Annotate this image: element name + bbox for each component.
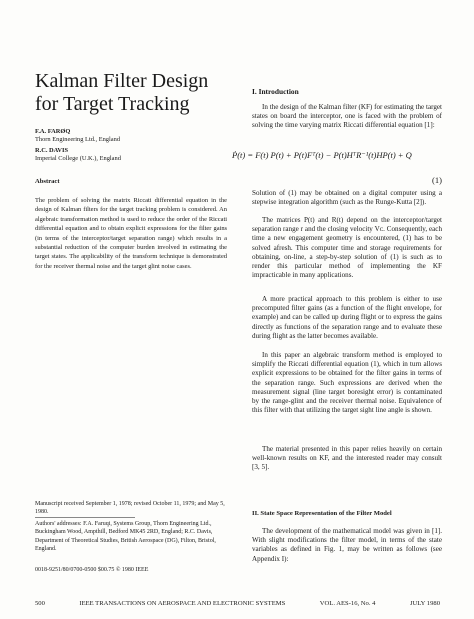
title-line-2: for Target Tracking: [35, 93, 190, 115]
section-1-paragraph-3: The matrices P(t) and R(t) depend on the interceptor/target separation range r and the closing velocity Vᴄ. Consequently, each time a new engagement geometry is encountered, (1) has to be solved afresh. This computer time and storage requirements for obtaining, on-line, a step-by-step solution of (1) is such as to render this particular method of implementing the KF impracticable in many applications.: [252, 216, 442, 280]
riccati-equation: Ṗ(t) = F(t) P(t) + P(t)Fᵀ(t) − P(t)HᵀR⁻¹(t)HP(t) + Q: [232, 150, 412, 160]
paper-title: [35, 70, 225, 116]
section-1-paragraph-6: The material presented in this paper relies heavily on certain well-known results on KF, and the interested reader may consult [3, 5].: [252, 445, 442, 472]
abstract-text: The problem of solving the matrix Riccati differential equation in the design of Kalman filters for the target tracking problem is considered. An algebraic transformation method is used to reduce the order of the Riccati differential equation and to obtain explicit expressions for the filter gains (in terms of the interceptor/target separation range) which results in a substantial reduction of the computer burden involved in estimating the target states. The applicability of the transform technique is demonstrated for the receiver thermal noise and the target glint noise cases.: [35, 197, 227, 270]
section-2-paragraph-1: The development of the mathematical model was given in [1]. With slight modifications the filter model, in terms of the state variables as defined in Fig. 1, may be written as follows (see Appendix I):: [252, 527, 442, 563]
section-1-paragraph-4: A more practical approach to this problem is either to use precomputed filter gains (as a function of the flight envelope, for example) and can be called up during flight or to express the gains directly as functions of the separation range and to evaluate these during flight as the latter becomes available.: [252, 295, 442, 340]
author-name-2: R.C. DAVIS: [35, 147, 69, 154]
title-line-1: Kalman Filter Design: [35, 70, 209, 92]
copyright-note: 0018-9251/80/0700-0500 $00.75 © 1980 IEEE: [35, 567, 149, 573]
manuscript-note: Manuscript received September 1, 1978; revised October 11, 1979; and May 5, 1980.: [35, 501, 225, 516]
address-note: Authors' addresses: F.A. Faruqi, Systems Group, Thorn Engineering Ltd., Buckingham Wood, Ampthill, Bedford MK45 2RD, England; R.C. Davis, Department of Theoretical Studies, British Aerospace (DG), Filton, Bristol, England.: [35, 521, 216, 553]
author-name-1: F.A. FARØQ: [35, 128, 71, 135]
section-2-heading: II. State Space Representation of the Filter Model: [252, 510, 392, 517]
journal-name: IEEE TRANSACTIONS ON AEROSPACE AND ELECTRONIC SYSTEMS: [79, 600, 286, 607]
page-footer: [35, 600, 440, 607]
section-1-heading: I. Introduction: [252, 87, 299, 96]
equation-number: (1): [432, 175, 442, 185]
volume-info: VOL. AES-16, No. 4: [319, 600, 376, 607]
page-number: 500: [35, 600, 45, 607]
issue-date: JULY 1980: [409, 600, 440, 607]
section-1-paragraph-5: In this paper an algebraic transform method is employed to simplify the Riccati differential equation (1), which in turn allows explicit expressions to be obtained for the filter gains in terms of the separation range. Such expressions are derived when the measurement signal (line target boresight error) is contaminated by the range-glint and the receiver thermal noise. Equivalence of this filter with that utilizing the target sight line angle is shown.: [252, 351, 442, 415]
author-block: [35, 128, 225, 163]
author-affiliation-2: Imperial College (U.K.), England: [35, 155, 121, 162]
abstract-heading: Abstract: [35, 178, 60, 185]
notes-rule: [35, 517, 227, 518]
section-1-paragraph-1: In the design of the Kalman filter (KF) for estimating the target states on board the interceptor, one is faced with the problem of solving the time varying matrix Riccati differential equation [1]:: [252, 103, 442, 130]
author-affiliation-1: Thorn Engineering Ltd., England: [35, 136, 121, 143]
section-1-paragraph-2: Solution of (1) may be obtained on a digital computer using a stepwise integration algorithm (such as the Runge-Kutta [2]).: [252, 189, 442, 207]
